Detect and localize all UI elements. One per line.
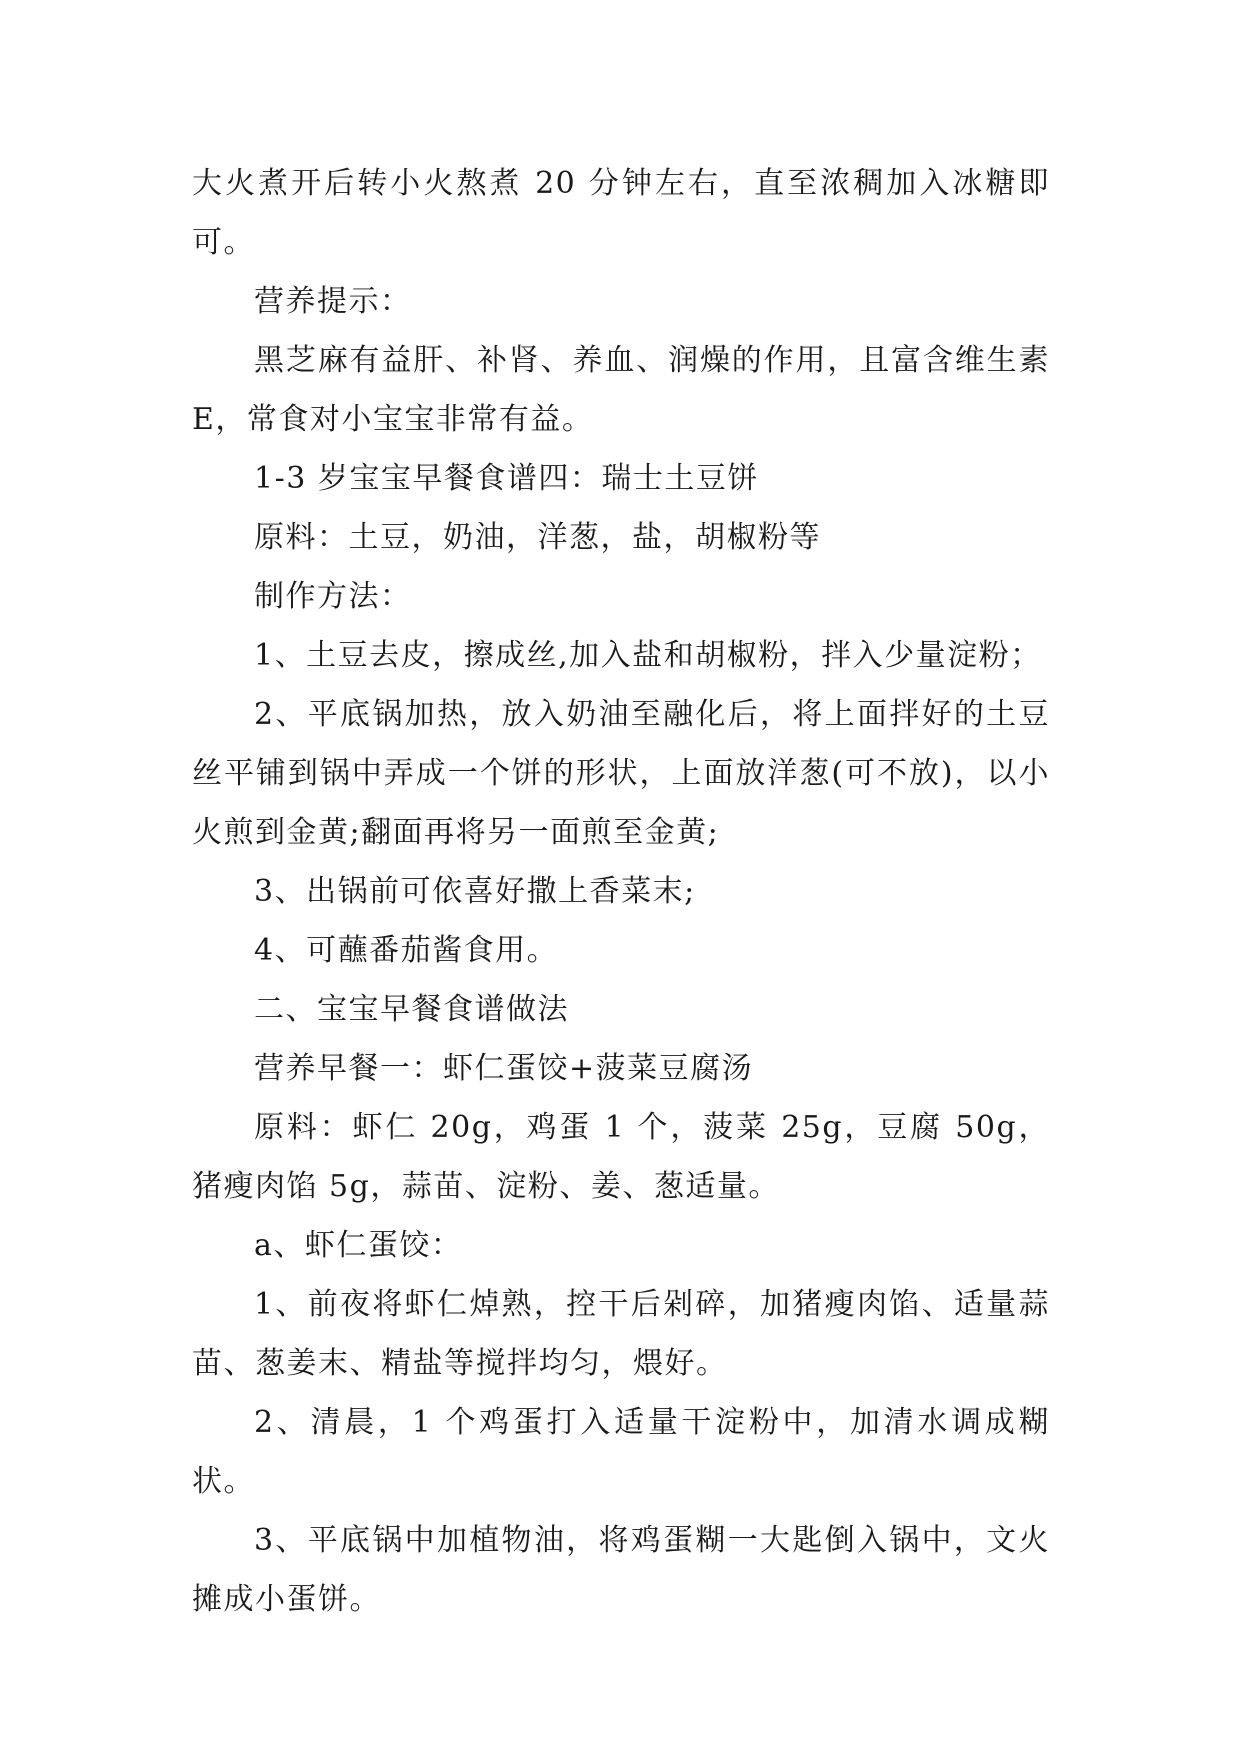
paragraph-method-heading: 制作方法： — [254, 579, 412, 614]
paragraph-recipe-heading: 1-3 岁宝宝早餐食谱四：瑞士土豆饼 — [254, 461, 759, 496]
paragraph-step-1: 1、土豆去皮，擦成丝,加入盐和胡椒粉，拌入少量淀粉； — [254, 638, 1042, 673]
paragraph-nutrition-tip-heading: 营养提示： — [254, 284, 412, 319]
paragraph-step-4: 4、可蘸番茄酱食用。 — [254, 933, 559, 968]
paragraph-nutrition-tip: 黑芝麻有益肝、补肾、养血、润燥的作用，且富含维生素 E，常食对小宝宝非常有益。 — [192, 343, 1050, 437]
paragraph-step-2: 2、平底锅加热，放入奶油至融化后，将上面拌好的土豆丝平铺到锅中弄成一个饼的形状，上面放洋葱(可不放)，以小火煎到金黄;翻面再将另一面煎至金黄; — [192, 697, 1050, 850]
paragraph-breakfast-ingredients: 原料：虾仁 20g，鸡蛋 1 个，菠菜 25g，豆腐 50g，猪瘦肉馅 5g，蒜苗、淀粉、姜、葱适量。 — [192, 1110, 1050, 1204]
paragraph-dumpling-step-2: 2、清晨，1 个鸡蛋打入适量干淀粉中，加清水调成糊状。 — [192, 1405, 1050, 1499]
paragraph-step-3: 3、出锅前可依喜好撒上香菜末; — [254, 874, 696, 909]
paragraph-dumpling-step-3: 3、平底锅中加植物油，将鸡蛋糊一大匙倒入锅中，文火摊成小蛋饼。 — [192, 1523, 1050, 1617]
paragraph-continuation: 大火煮开后转小火熬煮 20 分钟左右，直至浓稠加入冰糖即可。 — [192, 166, 1050, 260]
paragraph-subheading-dumpling: a、虾仁蛋饺： — [254, 1228, 463, 1263]
paragraph-breakfast-heading: 营养早餐一：虾仁蛋饺+菠菜豆腐汤 — [254, 1051, 754, 1086]
document-body — [192, 154, 1050, 1629]
paragraph-section-heading: 二、宝宝早餐食谱做法 — [254, 992, 569, 1027]
paragraph-ingredients: 原料：土豆，奶油，洋葱，盐，胡椒粉等 — [254, 520, 821, 555]
paragraph-dumpling-step-1: 1、前夜将虾仁焯熟，控干后剁碎，加猪瘦肉馅、适量蒜苗、葱姜末、精盐等搅拌均匀，煨好。 — [192, 1287, 1050, 1381]
